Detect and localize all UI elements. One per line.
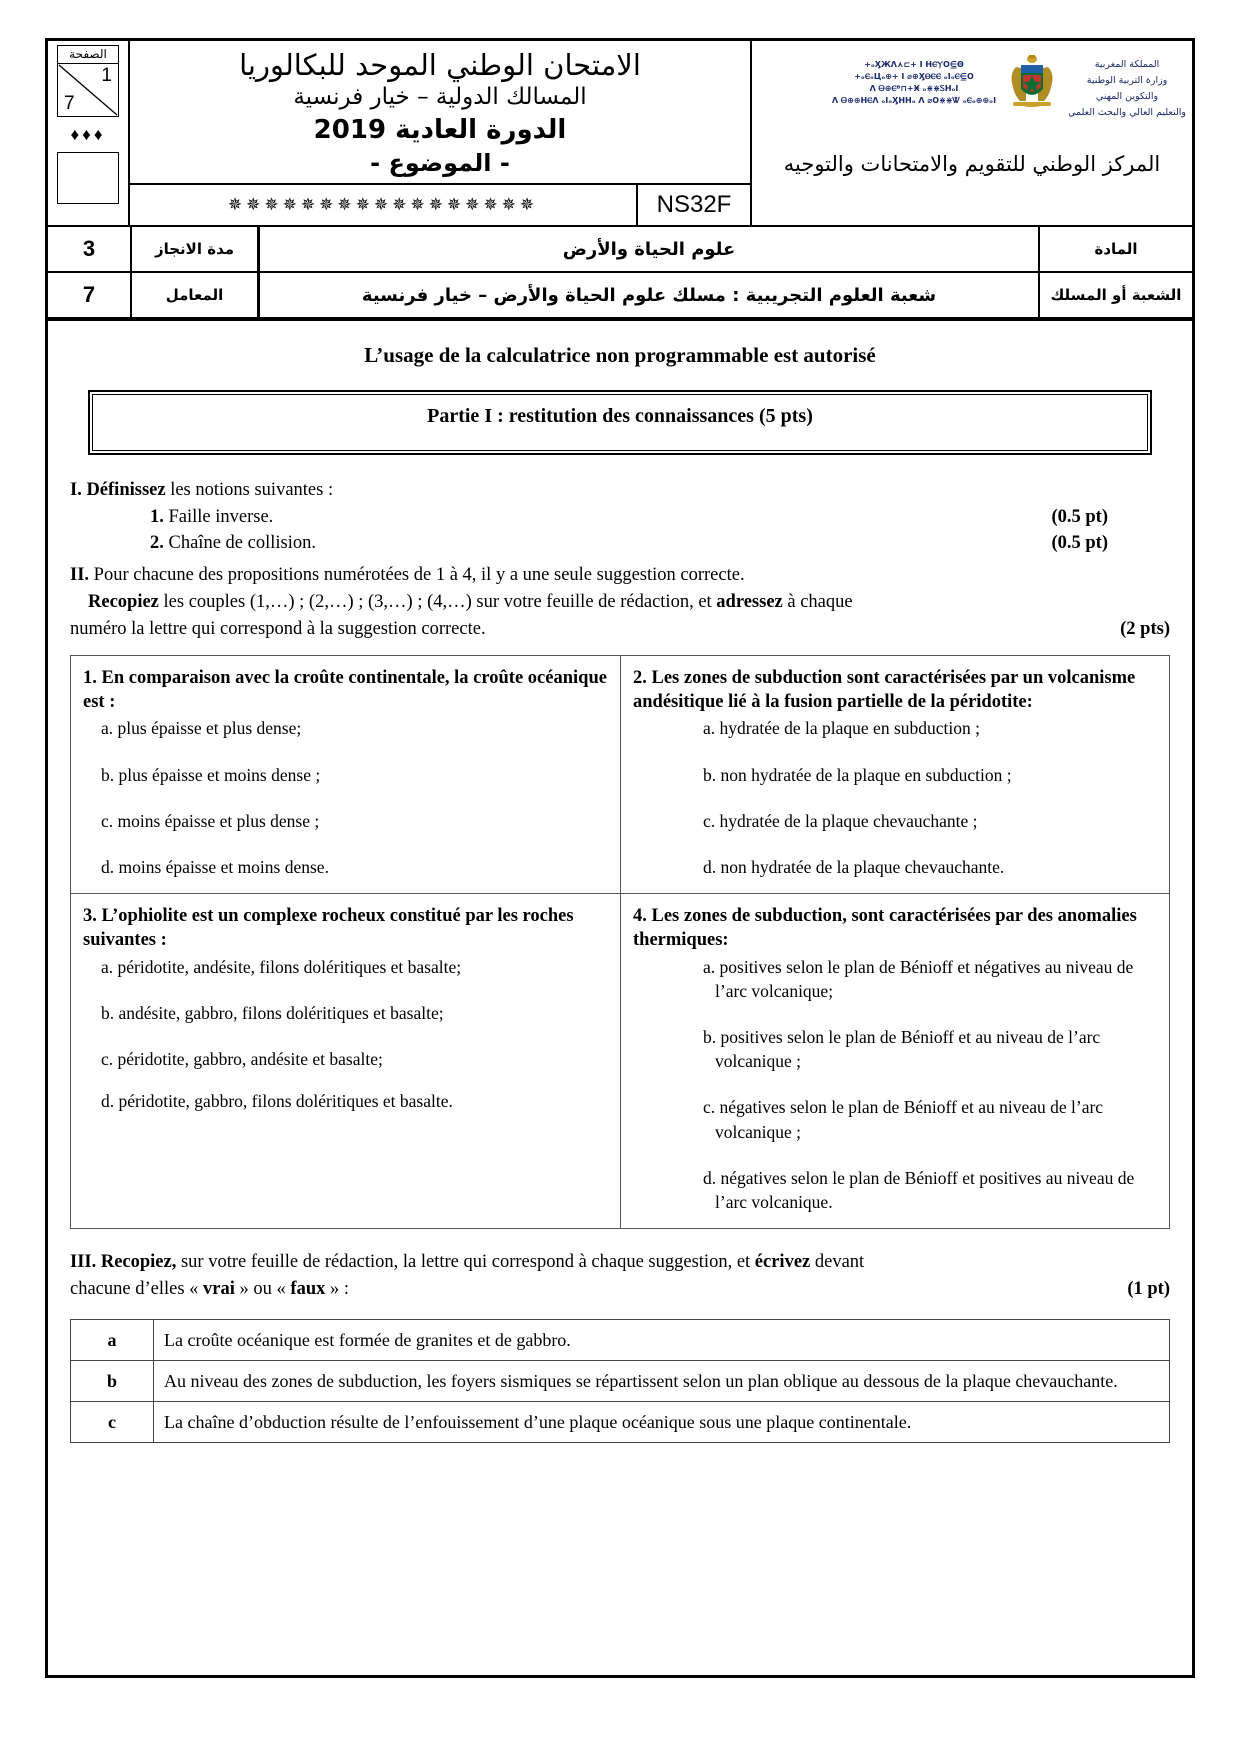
true-false-table <box>70 1319 1170 1444</box>
item-1-text: Faille inverse. <box>163 506 274 527</box>
morocco-coat-of-arms-icon <box>1004 49 1060 115</box>
row-b-letter: b <box>71 1360 154 1401</box>
exam-title-line2: المسالك الدولية – خيار فرنسية <box>293 84 587 111</box>
question-4-option-c[interactable]: c. négatives selon le plan de Bénioff et au niveau de l’arc volcanique ; <box>703 1097 1104 1142</box>
coefficient-label: المعامل <box>132 273 260 317</box>
ministry-line-4: والتعليم العالي والبحث العلمي <box>1068 107 1186 119</box>
exam-subject-word: - الموضوع - <box>370 149 510 178</box>
coefficient-value: 7 <box>48 273 132 317</box>
item-2-text-wrap <box>150 530 316 556</box>
section-I-heading <box>70 477 1170 503</box>
subject-name: علوم الحياة والأرض <box>260 227 1040 271</box>
question-2-options <box>633 716 1157 879</box>
star-separator: ✵✵✵✵✵✵✵✵✵✵✵✵✵✵✵✵✵ <box>130 185 638 225</box>
calculator-note: L’usage de la calculatrice non programmable est autorisé <box>364 343 876 368</box>
exam-title-block <box>130 41 750 185</box>
tifinagh-line-1: +ₒӼЖΛ⋏⊏+ І ΗⲈⲨΟ⋸Θ <box>864 60 964 69</box>
section-I <box>70 477 1170 556</box>
item-1-text-wrap <box>150 504 273 530</box>
coefficient-row <box>48 273 1192 317</box>
exam-header <box>48 41 1192 225</box>
row-a-letter: a <box>71 1319 154 1360</box>
tifinagh-line-3: Λ Ꮎ⊕Ⲉᴮ⊓+Ӿ ₒ⋇⋇ᏚΗₒІ <box>869 84 959 93</box>
question-2-option-b[interactable]: b. non hydratée de la plaque en subduction ; <box>703 764 1012 785</box>
question-1-heading: 1. En comparaison avec la croûte continentale, la croûte océanique est : <box>83 667 607 713</box>
question-3-options <box>83 955 608 1114</box>
duration-row <box>48 227 1192 273</box>
section-II-line3-text: numéro la lettre qui correspond à la suggestion correcte. <box>70 618 486 639</box>
item-2-points: (0.5 pt) <box>1051 532 1108 553</box>
question-3-option-d[interactable]: d. péridotite, gabbro, filons doléritiques et basalte. <box>101 1091 453 1112</box>
section-II-points: (2 pts) <box>1120 618 1170 639</box>
page-number-box <box>57 45 119 117</box>
item-2-text: Chaîne de collision. <box>163 532 316 553</box>
tifinagh-ministry-text <box>832 49 996 107</box>
section-II <box>70 562 1170 642</box>
section-III <box>70 1249 1170 1444</box>
duration-label: مدة الانجاز <box>132 227 260 271</box>
question-1-option-c[interactable]: c. moins épaisse et plus dense ; <box>101 810 320 831</box>
question-1-option-d[interactable]: d. moins épaisse et moins dense. <box>101 856 329 877</box>
question-4-heading: 4. Les zones de subduction, sont caractérisées par des anomalies thermiques: <box>633 906 1137 951</box>
adressez-word: adressez <box>716 592 783 613</box>
exam-title-line1: الامتحان الوطني الموحد للبكالوريا <box>239 48 641 82</box>
page-label: الصفحة <box>58 46 118 64</box>
section-III-label: III. Recopiez, <box>70 1251 177 1272</box>
question-1-cell <box>71 656 620 893</box>
exam-code-row <box>130 185 750 225</box>
ministry-block <box>752 41 1192 122</box>
section-II-line3 <box>70 616 1170 643</box>
header-left-column <box>48 41 130 225</box>
empty-stamp-box <box>57 152 119 204</box>
exam-page <box>45 38 1195 1678</box>
partie-banner <box>88 390 1152 455</box>
question-4-option-a[interactable]: a. positives selon le plan de Bénioff et négatives au niveau de l’arc volcanique; <box>703 956 1134 1001</box>
section-III-line2 <box>70 1276 1170 1303</box>
section-I-item-1 <box>150 504 1170 530</box>
question-3-cell <box>71 893 620 1228</box>
question-3-option-a[interactable]: a. péridotite, andésite, filons doléritiques et basalte; <box>101 956 462 977</box>
section-I-items <box>70 504 1170 557</box>
mcq-grid <box>70 655 1170 1229</box>
evaluation-centre-name: المركز الوطني للتقويم والامتحانات والتوجيه <box>783 152 1161 177</box>
header-right-column <box>752 41 1192 225</box>
section-II-line1 <box>70 562 1170 589</box>
section-III-after: devant <box>810 1251 865 1272</box>
total-page-number: 7 <box>64 93 75 114</box>
subject-info-table <box>48 225 1192 317</box>
question-2-option-d[interactable]: d. non hydratée de la plaque chevauchante. <box>703 856 1005 877</box>
current-page-number: 1 <box>101 65 112 86</box>
ecrivez-word: écrivez <box>754 1251 811 1272</box>
question-2-heading: 2. Les zones de subduction sont caractérisées par un volcanisme andésitique lié à la fusion partielle de la péridotite: <box>633 667 1136 713</box>
exam-session-line: الدورة العادية 2019 <box>313 115 567 146</box>
row-a-statement[interactable]: La croûte océanique est formée de granites et de gabbro. <box>154 1319 1170 1360</box>
question-2-cell <box>620 656 1169 893</box>
question-1-option-b[interactable]: b. plus épaisse et moins dense ; <box>101 764 321 785</box>
question-1-option-a[interactable]: a. plus épaisse et plus dense; <box>101 718 302 739</box>
tifinagh-line-4: Λ Ꮎ⊕⊕ΗⲈΛ ₒІₒӼΗΗₒ Λ ⌀Ο⋇⋇Ꮤ ₒⲈₒ⊕⊕ₒІ <box>831 96 997 105</box>
question-4-cell <box>620 893 1169 1228</box>
faux-word: faux <box>290 1278 326 1299</box>
section-III-line2-b: » ou « <box>234 1278 291 1299</box>
question-3-option-c[interactable]: c. péridotite, gabbro, andésite et basalte; <box>101 1049 383 1070</box>
section-III-line2-c: » : <box>325 1278 349 1299</box>
vrai-word: vrai <box>203 1278 235 1299</box>
diamond-marks: ♦♦♦ <box>70 125 106 144</box>
section-II-label: II. <box>70 565 90 586</box>
section-II-line1-text: Pour chacune des propositions numérotées de 1 à 4, il y a une seule suggestion correcte. <box>89 565 745 586</box>
row-c-statement[interactable]: La chaîne d’obduction résulte de l’enfouissement d’une plaque océanique sous une plaque continentale. <box>154 1402 1170 1443</box>
stream-label: الشعبة أو المسلك <box>1050 286 1182 305</box>
recopiez-word: Recopiez <box>88 592 159 613</box>
section-I-label: I. Définissez <box>70 480 166 501</box>
section-III-points: (1 pt) <box>1127 1278 1170 1299</box>
table-row <box>71 1319 1170 1360</box>
tifinagh-line-2: +ₒⲈₒЦₒ⊕+ І ⌀⊕ӼⲐⲈⲈ ₒІₒⲈ⋸Ο <box>854 72 974 81</box>
row-b-statement[interactable]: Au niveau des zones de subduction, les foyers sismiques se répartissent selon un plan oblique au dessous de la plaque chevauchante. <box>154 1360 1170 1401</box>
row-c-letter: c <box>71 1402 154 1443</box>
section-III-line2-wrap <box>70 1276 349 1303</box>
partie-title: Partie I : restitution des connaissances (5 pts) <box>92 394 1148 451</box>
question-3-heading: 3. L’ophiolite est un complexe rocheux constitué par les roches suivantes : <box>83 906 574 951</box>
section-I-item-2 <box>150 530 1170 556</box>
question-2-option-c[interactable]: c. hydratée de la plaque chevauchante ; <box>703 810 978 831</box>
item-2-number: 2. <box>150 532 164 553</box>
question-4-options <box>633 955 1157 1214</box>
table-row <box>71 1360 1170 1401</box>
section-III-line1-text: sur votre feuille de rédaction, la lettre qui correspond à chaque suggestion, et <box>176 1251 755 1272</box>
ministry-line-1: المملكة المغربية <box>1094 59 1160 70</box>
section-III-line1 <box>70 1249 1170 1276</box>
item-1-points: (0.5 pt) <box>1051 506 1108 527</box>
header-center-column <box>130 41 752 225</box>
question-1-options <box>83 716 608 879</box>
ministry-arabic-text <box>1068 49 1186 122</box>
table-row <box>71 1402 1170 1443</box>
ministry-line-2: وزارة التربية الوطنية <box>1086 75 1168 87</box>
question-3-option-b[interactable]: b. andésite, gabbro, filons doléritiques et basalte; <box>101 1002 444 1023</box>
exam-body <box>48 317 1192 1443</box>
section-II-line2 <box>70 589 1170 616</box>
section-II-line2-text2: à chaque <box>782 592 853 613</box>
section-II-line2-text1: les couples (1,…) ; (2,…) ; (3,…) ; (4,…) sur votre feuille de rédaction, et <box>158 592 717 613</box>
page-fraction <box>58 64 118 116</box>
duration-value: 3 <box>48 227 132 271</box>
question-4-option-b[interactable]: b. positives selon le plan de Bénioff et au niveau de l’arc volcanique ; <box>703 1027 1101 1072</box>
section-I-rest: les notions suivantes : <box>165 480 334 501</box>
ministry-line-3: والتكوين المهني <box>1095 91 1159 103</box>
stream-name: شعبة العلوم التجريبية : مسلك علوم الحياة والأرض – خيار فرنسية <box>260 273 1040 317</box>
subject-label: المادة <box>1094 240 1138 259</box>
question-4-option-d[interactable]: d. négatives selon le plan de Bénioff et positives au niveau de l’arc volcanique. <box>703 1167 1135 1212</box>
item-1-number: 1. <box>150 506 164 527</box>
exam-code: NS32F <box>656 191 732 219</box>
section-III-line2-a: chacune d’elles « <box>70 1278 204 1299</box>
question-2-option-a[interactable]: a. hydratée de la plaque en subduction ; <box>703 718 980 739</box>
